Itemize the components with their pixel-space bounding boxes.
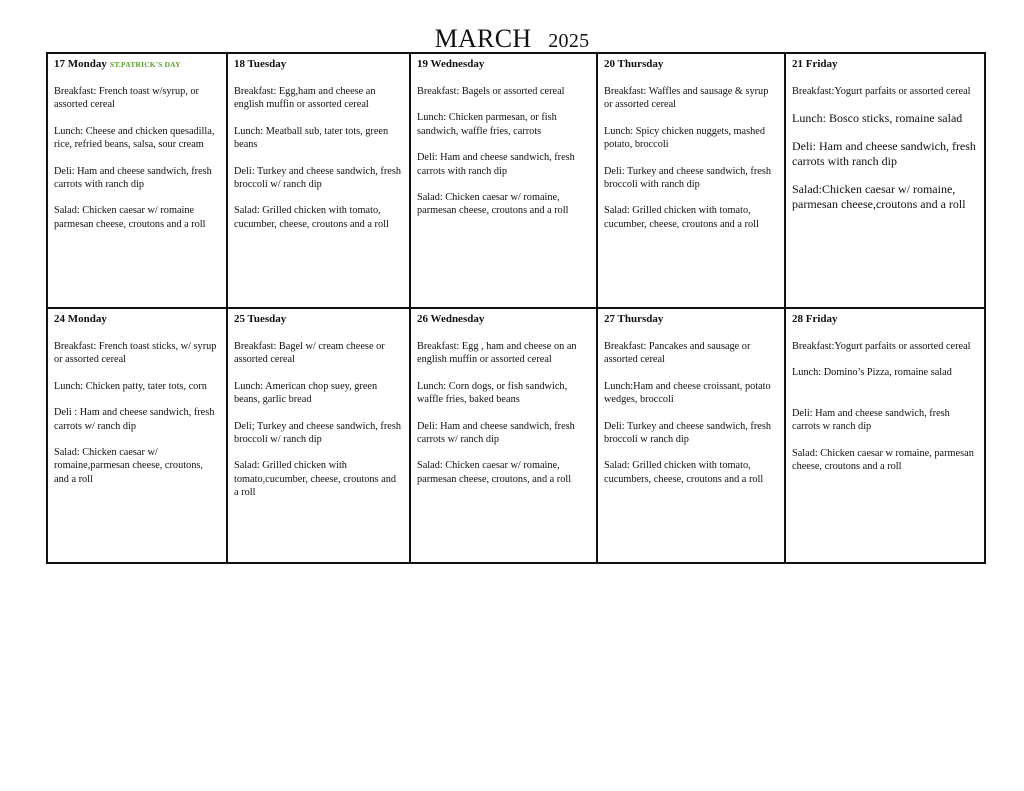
week-row-1 — [47, 53, 985, 308]
day-cell-28 — [785, 308, 985, 563]
calendar-year: 2025 — [548, 30, 590, 52]
day-header — [54, 58, 220, 71]
breakfast-item: Breakfast: Egg , ham and cheese on an english muffin or assorted cereal — [417, 341, 577, 366]
day-label: 18 Tuesday — [234, 58, 287, 70]
day-header — [417, 313, 590, 326]
deli-item: Deli: Ham and cheese sandwich, fresh carrots with ranch dip — [54, 165, 212, 191]
breakfast-item: Breakfast: French toast sticks, w/ syrup or assorted cereal — [54, 341, 217, 366]
day-cell-25 — [227, 308, 410, 563]
salad-item: Salad: Grilled chicken with tomato, cucumbers, cheese, croutons and a roll — [604, 460, 764, 485]
day-label: 26 Wednesday — [417, 313, 485, 325]
day-cell-20 — [597, 53, 785, 308]
day-header — [792, 313, 978, 326]
breakfast-item: Breakfast:Yogurt parfaits or assorted cereal — [792, 86, 971, 97]
breakfast-item: Breakfast: Egg,ham and cheese an english muffin or assorted cereal — [234, 86, 376, 111]
lunch-item: Lunch: Cheese and chicken quesadilla, rice, refried beans, salsa, sour cream — [54, 125, 215, 151]
salad-item: Salad: Grilled chicken with tomato,cucumber, cheese, croutons and a roll — [234, 460, 396, 499]
lunch-item: Lunch: Domino’s Pizza, romaine salad — [792, 367, 952, 379]
day-label: 25 Tuesday — [234, 313, 287, 325]
day-cell-24 — [47, 308, 227, 563]
lunch-item: Lunch: Spicy chicken nuggets, mashed potato, broccoli — [604, 125, 765, 151]
day-header — [54, 313, 220, 326]
lunch-item: Lunch: Chicken patty, tater tots, corn — [54, 380, 207, 392]
salad-item: Salad: Grilled chicken with tomato, cucumber, cheese, croutons and a roll — [604, 205, 759, 230]
day-cell-21 — [785, 53, 985, 308]
day-cell-17 — [47, 53, 227, 308]
breakfast-item: Breakfast: Pancakes and sausage or assorted cereal — [604, 341, 751, 366]
lunch-item: Lunch: Meatball sub, tater tots, green beans — [234, 125, 389, 151]
day-header — [417, 58, 590, 71]
lunch-item: Lunch: Corn dogs, or fish sandwich, waffle fries, baked beans — [417, 380, 568, 406]
deli-item: Deli: Ham and cheese sandwich, fresh carrots with ranch dip — [417, 152, 575, 177]
day-cell-18 — [227, 53, 410, 308]
holiday-label: ST.PATRICK'S DAY — [109, 60, 181, 69]
day-label: 19 Wednesday — [417, 58, 485, 70]
day-label: 21 Friday — [792, 58, 838, 70]
deli-item: Deli: Turkey and cheese sandwich, fresh broccoli w ranch dip — [604, 420, 771, 446]
day-header — [792, 58, 978, 71]
salad-item: Salad:Chicken caesar w/ romaine, parmesan cheese,croutons and a roll — [792, 182, 966, 212]
day-cell-19 — [410, 53, 597, 308]
day-cell-27 — [597, 308, 785, 563]
lunch-item: Lunch:Ham and cheese croissant, potato wedges, broccoli — [604, 380, 771, 406]
week-row-2 — [47, 308, 985, 563]
day-header — [604, 313, 778, 326]
breakfast-item: Breakfast: French toast w/syrup, or assorted cereal — [54, 86, 199, 111]
breakfast-item: Breakfast: Waffles and sausage & syrup or assorted cereal — [604, 86, 769, 111]
salad-item: Salad: Chicken caesar w/ romaine parmesan cheese, croutons and a roll — [54, 205, 206, 230]
day-header — [604, 58, 778, 71]
day-header — [234, 313, 403, 326]
menu-calendar — [46, 52, 986, 564]
day-cell-26 — [410, 308, 597, 563]
day-label: 17 Monday — [54, 58, 107, 70]
salad-item: Salad: Chicken caesar w/ romaine, parmesan cheese, croutons and a roll — [417, 192, 569, 217]
deli-item: Deli: Ham and cheese sandwich, fresh carrots w ranch dip — [792, 407, 950, 433]
lunch-item: Lunch: Chicken parmesan, or fish sandwich, waffle fries, carrots — [417, 112, 557, 137]
deli-item: Deli : Ham and cheese sandwich, fresh carrots w/ ranch dip — [54, 407, 215, 432]
breakfast-item: Breakfast: Bagels or assorted cereal — [417, 86, 565, 97]
deli-item: Deli: Ham and cheese sandwich, fresh carrots with ranch dip — [792, 139, 976, 169]
deli-item: Deli; Turkey and cheese sandwich, fresh broccoli w/ ranch dip — [234, 420, 401, 446]
calendar-month: MARCH — [434, 24, 532, 53]
deli-item: Deli: Ham and cheese sandwich, fresh carrots w/ ranch dip — [417, 420, 575, 446]
salad-item: Salad: Grilled chicken with tomato, cucumber, cheese, croutons and a roll — [234, 205, 389, 230]
lunch-item: Lunch: American chop suey, green beans, garlic bread — [234, 380, 378, 406]
salad-item: Salad: Chicken caesar w romaine, parmesan cheese, croutons and a roll — [792, 447, 974, 473]
day-label: 24 Monday — [54, 313, 107, 325]
lunch-item: Lunch: Bosco sticks, romaine salad — [792, 111, 963, 126]
salad-item: Salad: Chicken caesar w/ romaine, parmesan cheese, croutons, and a roll — [417, 460, 572, 485]
day-label: 28 Friday — [792, 313, 838, 325]
deli-item: Deli: Turkey and cheese sandwich, fresh broccoli w/ ranch dip — [234, 165, 401, 191]
breakfast-item: Breakfast: Bagel w/ cream cheese or assorted cereal — [234, 341, 385, 366]
day-label: 27 Thursday — [604, 313, 664, 325]
deli-item: Deli: Turkey and cheese sandwich, fresh broccoli with ranch dip — [604, 165, 771, 191]
day-header — [234, 58, 403, 71]
day-label: 20 Thursday — [604, 58, 664, 70]
breakfast-item: Breakfast:Yogurt parfaits or assorted cereal — [792, 341, 971, 352]
salad-item: Salad: Chicken caesar w/ romaine,parmesan cheese, croutons, and a roll — [54, 447, 203, 485]
